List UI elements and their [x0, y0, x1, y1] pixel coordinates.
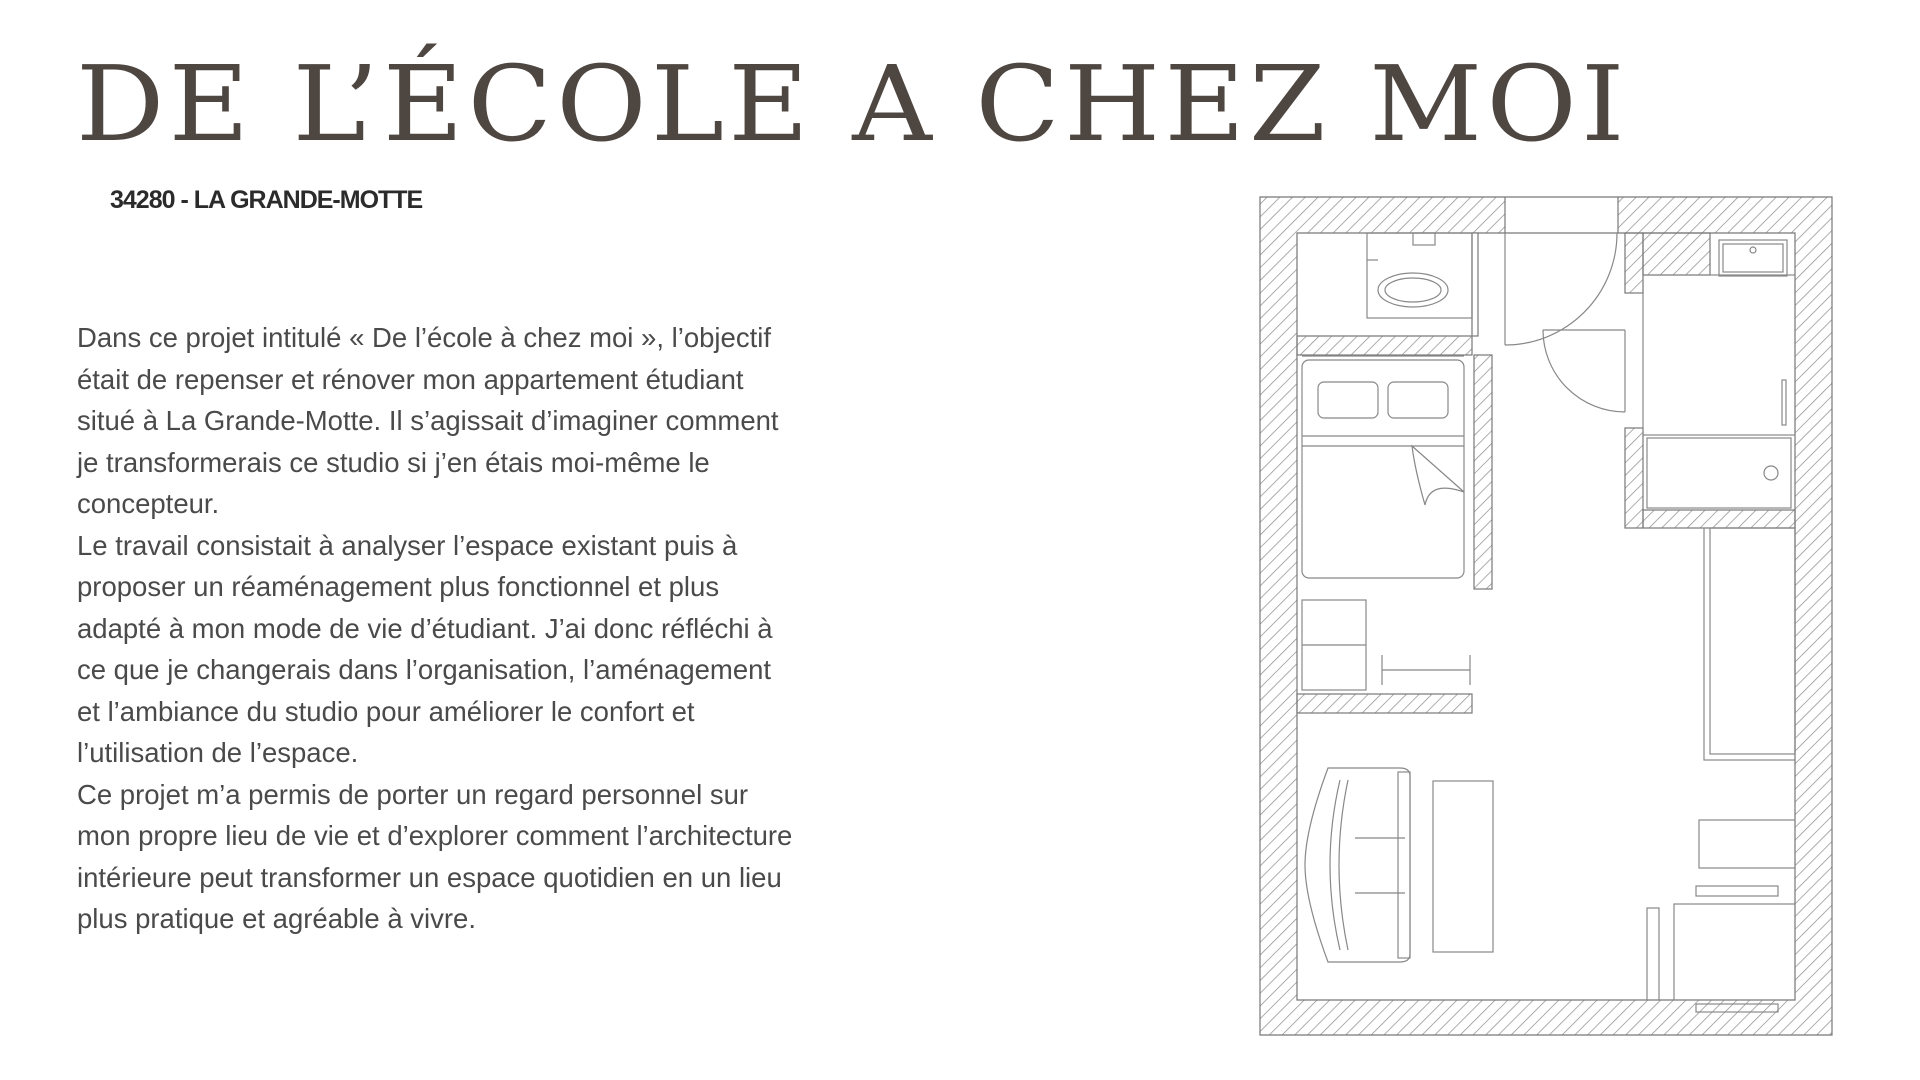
sink-icon	[1764, 466, 1778, 480]
description-paragraph-1: Dans ce projet intitulé « De l’école à chez moi », l’objectif était de repenser et rénover mon appartement étudiant situé à La Grande-Motte. Il s’agissait d’imaginer comment je transformerais ce studio si j’en étais moi-même le concepteur.	[77, 322, 779, 519]
storage-cabinets	[1647, 528, 1795, 1012]
exterior-walls	[1260, 197, 1832, 1035]
project-description	[77, 317, 797, 940]
description-paragraph-2: Le travail consistait à analyser l’espace existant puis à proposer un réaménagement plus fonctionnel et plus adapté à mon mode de vie d’étudiant. J’ai donc réfléchi à ce que je changerais dans l’organisation, l’aménagement et l’ambiance du studio pour améliorer le confort et l’utilisation de l’espace.	[77, 529, 773, 768]
sofa	[1305, 768, 1493, 962]
interior-walls	[1297, 233, 1795, 713]
kitchen-counter	[1643, 240, 1795, 508]
floor-plan	[1255, 194, 1835, 1038]
desk	[1302, 600, 1470, 690]
description-paragraph-3: Ce projet m’a permis de porter un regard personnel sur mon propre lieu de vie et d’explorer comment l’architecture intérieure peut transformer un espace quotidien en un lieu plus pratique et agréable à vivre.	[77, 778, 793, 934]
bed	[1302, 356, 1464, 578]
bathroom-fixtures	[1297, 233, 1472, 336]
location-subtitle: 34280 - LA GRANDE-MOTTE	[110, 186, 423, 214]
page-title: DE L’ÉCOLE A CHEZ MOI	[76, 43, 1629, 165]
entrance-door	[1505, 233, 1625, 412]
entrance-opening	[1505, 196, 1618, 234]
